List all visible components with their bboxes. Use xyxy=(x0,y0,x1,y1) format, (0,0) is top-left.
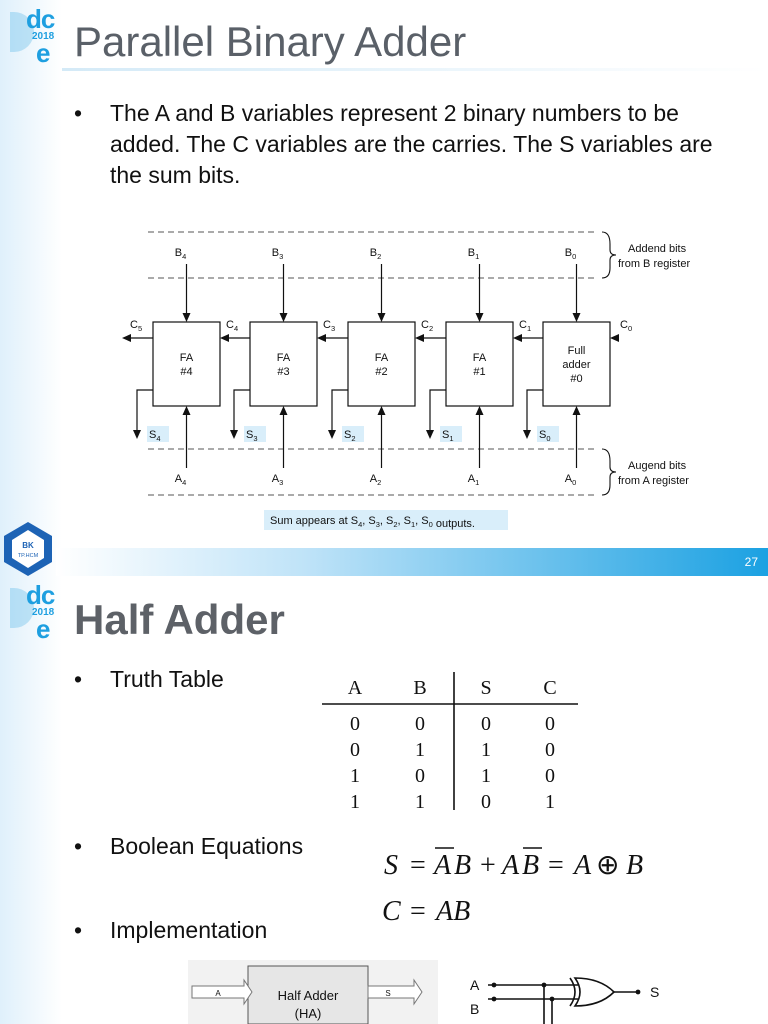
s-output-wire xyxy=(332,390,348,430)
eq-xor-a: A xyxy=(574,850,592,881)
carry-arrow xyxy=(513,334,522,342)
a-input-label: $A_4$ xyxy=(174,473,187,487)
eq-xor-symbol: ⊕ xyxy=(596,850,620,881)
s-output-arrow xyxy=(523,430,531,439)
ha-label: Half Adder xyxy=(277,988,339,1003)
adder-box-0 xyxy=(153,322,220,406)
addend-label-2: from B register xyxy=(618,258,691,270)
gate-output-s: S xyxy=(650,984,660,1000)
bullet-boolean-equations: • Boolean Equations xyxy=(110,831,303,862)
a-input-label: $A_3$ xyxy=(271,473,284,487)
eq-s-lhs: S xyxy=(384,850,398,881)
adder-box-label: FA xyxy=(276,352,291,364)
b-input-label: $B_3$ xyxy=(271,247,284,261)
augend-label-2: from A register xyxy=(618,475,689,487)
logo-text-year: 2018 xyxy=(32,31,55,42)
ha-output-s: S xyxy=(385,989,391,998)
s-output-label: $S_0$ xyxy=(539,429,551,443)
carry-arrow xyxy=(220,334,229,342)
s-output-label: $S_4$ xyxy=(149,429,161,443)
eq-a-bar: A xyxy=(434,850,452,881)
eq-c-lhs: C xyxy=(382,896,401,927)
page-number: 27 xyxy=(744,555,758,569)
carry-label: $C_5$ xyxy=(130,319,143,333)
xor-gate-circuit xyxy=(466,974,666,1024)
b-input-label: $B_2$ xyxy=(369,247,382,261)
bullet-implementation: • Implementation xyxy=(110,915,267,946)
gate-input-a: A xyxy=(470,977,480,993)
b-input-label: $B_4$ xyxy=(174,247,187,261)
eq-c-rhs: AB xyxy=(436,896,471,927)
boolean-equations xyxy=(378,838,668,928)
a-input-label: $A_2$ xyxy=(369,473,382,487)
bullet-truth-table: • Truth Table xyxy=(110,664,224,695)
gate-input-b: B xyxy=(470,1001,480,1017)
slide-half-adder xyxy=(0,576,768,1024)
truth-table-cell: 0 xyxy=(545,739,555,761)
dce-logo xyxy=(10,580,62,642)
carry-arrow-c5 xyxy=(122,334,131,342)
carry-label: $C_4$ xyxy=(226,319,239,333)
adder-box-label: #4 xyxy=(180,366,193,378)
s-output-label: $S_3$ xyxy=(246,429,258,443)
b-input-arrow xyxy=(280,313,288,322)
adder-box-label: #0 xyxy=(570,373,583,385)
a-input-arrow xyxy=(280,406,288,415)
eq-a: A xyxy=(502,850,520,881)
adder-box-label: #2 xyxy=(375,366,388,378)
adder-box-label: #3 xyxy=(277,366,290,378)
s-output-wire xyxy=(430,390,446,430)
truth-table-cell: 0 xyxy=(350,739,360,761)
ha-input-a: A xyxy=(215,989,221,998)
logo-text-e: e xyxy=(36,38,51,68)
carry-label: $C_0$ xyxy=(620,319,633,333)
adder-box-label: #1 xyxy=(473,366,486,378)
a-input-arrow xyxy=(378,406,386,415)
truth-table-header: B xyxy=(413,677,427,699)
a-input-arrow xyxy=(476,406,484,415)
truth-table xyxy=(310,668,590,813)
eq-b: B xyxy=(454,850,472,881)
carry-label: $C_3$ xyxy=(323,319,336,333)
addend-brace xyxy=(602,232,616,278)
adder-box-label: adder xyxy=(562,359,591,371)
truth-table-cell: 0 xyxy=(545,765,555,787)
logo-text-year: 2018 xyxy=(32,607,55,618)
adder-box-label: FA xyxy=(374,352,389,364)
s-output-label: $S_2$ xyxy=(344,429,356,443)
eq-equals: = xyxy=(410,850,426,881)
b-input-label: $B_0$ xyxy=(564,247,577,261)
carry-label: $C_2$ xyxy=(421,319,434,333)
b-input-arrow xyxy=(476,313,484,322)
diagram-caption: Sum appears at $S_4$, $S_3$, $S_2$, $S_1$, $S_0$ outputs. xyxy=(270,515,475,530)
sidebar-gradient xyxy=(0,576,62,1024)
half-adder-block xyxy=(188,960,438,1024)
truth-table-cell: 0 xyxy=(545,713,555,735)
truth-table-header: A xyxy=(347,677,363,699)
addend-label: Addend bits xyxy=(628,243,687,255)
truth-table-cell: 1 xyxy=(481,739,491,761)
adder-box-label: FA xyxy=(472,352,487,364)
a-input-arrow xyxy=(573,406,581,415)
carry-arrow xyxy=(415,334,424,342)
b-input-arrow xyxy=(573,313,581,322)
adder-box-label: FA xyxy=(179,352,194,364)
bk-logo-subtext: TP.HCM xyxy=(17,553,39,559)
carry-arrow xyxy=(317,334,326,342)
slide-title: Parallel Binary Adder xyxy=(74,18,467,65)
logo-text-dc: dc xyxy=(26,580,55,610)
truth-table-cell: 0 xyxy=(415,765,425,787)
footer-bar xyxy=(0,548,768,576)
adder-box-2 xyxy=(348,322,415,406)
eq-equals-2: = xyxy=(548,850,564,881)
s-output-arrow xyxy=(328,430,336,439)
truth-table-header: C xyxy=(543,677,557,699)
a-input-arrow xyxy=(183,406,191,415)
s-output-arrow xyxy=(230,430,238,439)
bk-logo-text: BK xyxy=(22,541,34,550)
truth-table-cell: 1 xyxy=(545,791,555,813)
truth-table-cell: 0 xyxy=(350,713,360,735)
a-input-label: $A_1$ xyxy=(467,473,480,487)
eq-equals-3: = xyxy=(410,896,426,927)
s-output-wire xyxy=(234,390,250,430)
truth-table-header: S xyxy=(480,677,492,699)
eq-b-bar: B xyxy=(522,850,540,881)
augend-label: Augend bits xyxy=(628,460,687,472)
carry-label: $C_1$ xyxy=(519,319,532,333)
truth-table-cell: 1 xyxy=(415,739,425,761)
truth-table-cell: 0 xyxy=(481,791,491,813)
s-output-arrow xyxy=(133,430,141,439)
logo-text-dc: dc xyxy=(26,4,55,34)
truth-table-cell: 1 xyxy=(415,791,425,813)
augend-brace xyxy=(602,449,616,495)
truth-table-cell: 1 xyxy=(481,765,491,787)
ha-label-2: (HA) xyxy=(294,1006,322,1021)
eq-plus: + xyxy=(480,850,496,881)
adder-box-1 xyxy=(250,322,317,406)
truth-table-cell: 0 xyxy=(481,713,491,735)
adder-box-3 xyxy=(446,322,513,406)
truth-table-cell: 0 xyxy=(415,713,425,735)
logo-text-e: e xyxy=(36,614,51,644)
carry-arrow-c0 xyxy=(610,334,619,342)
a-input-label: $A_0$ xyxy=(564,473,577,487)
b-input-arrow xyxy=(378,313,386,322)
slide-title: Half Adder xyxy=(74,596,285,643)
b-input-label: $B_1$ xyxy=(467,247,480,261)
eq-xor-b: B xyxy=(626,850,644,881)
s-output-arrow xyxy=(426,430,434,439)
s-output-wire xyxy=(137,390,153,430)
s-output-wire xyxy=(527,390,543,430)
truth-table-cell: 1 xyxy=(350,765,360,787)
adder-box-label: Full xyxy=(567,345,586,357)
bullet-text: • The A and B variables represent 2 binary numbers to be added. The C variables are the carries. The S variables are the sum bits. xyxy=(110,98,750,191)
s-output-label: $S_1$ xyxy=(442,429,454,443)
b-input-arrow xyxy=(183,313,191,322)
truth-table-cell: 1 xyxy=(350,791,360,813)
